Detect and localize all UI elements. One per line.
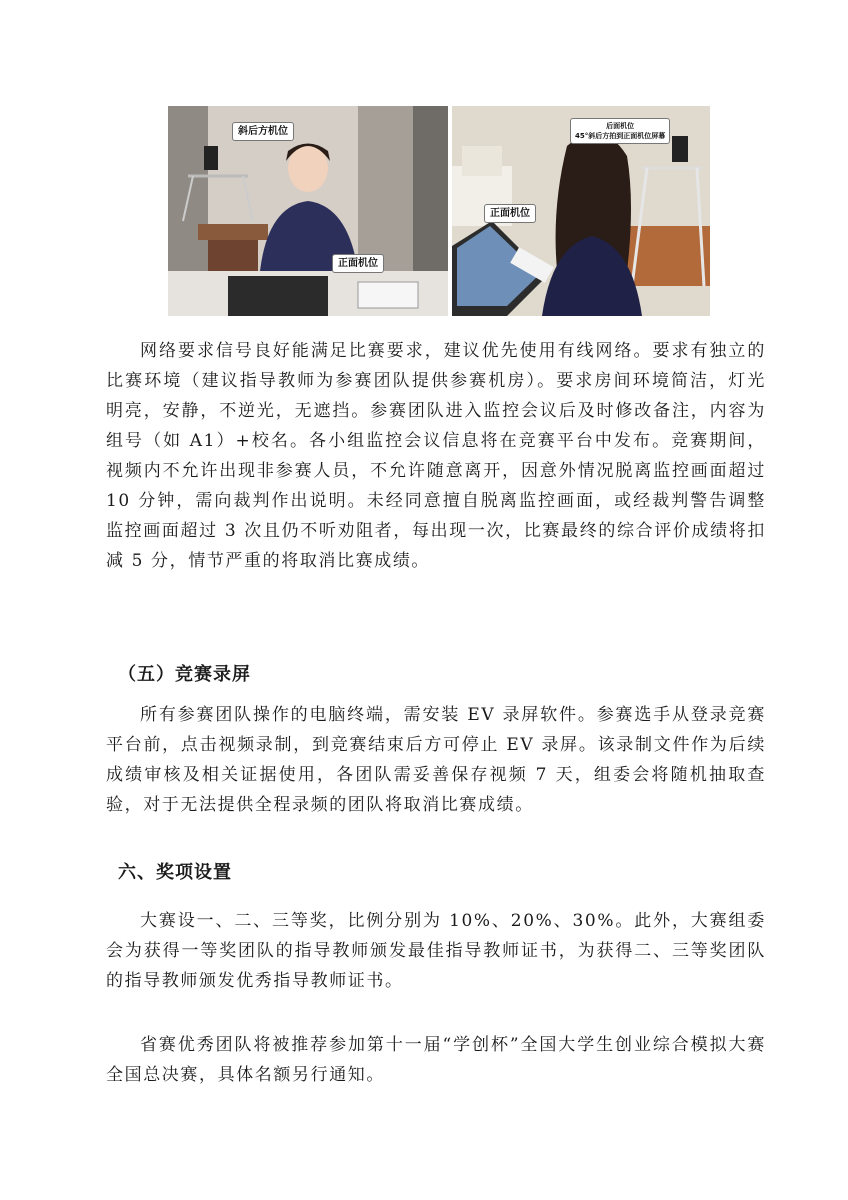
paragraph-national-final: 省赛优秀团队将被推荐参加第十一届“学创杯”全国大学生创业综合模拟大赛全国总决赛，具体名额另行通知。	[106, 1035, 766, 1085]
label-front-camera: 正面机位	[332, 254, 384, 273]
paragraph-network-environment: 网络要求信号良好能满足比赛要求，建议优先使用有线网络。要求有独立的比赛环境（建议指导教师为参赛团队提供参赛机房）。要求房间环境简洁，灯光明亮，安静，不逆光，无遮挡。参赛团队进入监控会议后及时修改备注，内容为组号（如 A1）+校名。各小组监控会议信息将在竞赛平台中发布。竞赛期间，视频内不允许出现非参赛人员，不允许随意离开，因意外情况脱离监控画面超过 10 分钟，需向裁判作出说明。未经同意擅自脱离监控画面，或经裁判警告调整监控画面超过 3 次且仍不听劝阻者，每出现一次，比赛最终的综合评价成绩将扣减 5 分，情节严重的将取消比赛成绩。	[106, 341, 766, 571]
paragraph-awards: 大赛设一、二、三等奖，比例分别为 10%、20%、30%。此外，大赛组委会为获得一等奖团队的指导教师颁发最佳指导教师证书，为获得二、三等奖团队的指导教师颁发优秀指导教师证书。	[106, 911, 766, 991]
label-back-camera-line2: 45°斜后方拍到正面机位屏幕	[575, 132, 666, 140]
label-front-camera-right: 正面机位	[484, 204, 536, 223]
label-rear-diagonal-camera: 斜后方机位	[232, 122, 294, 141]
monitoring-setup-photos	[168, 106, 710, 316]
label-back-camera-line1: 后面机位	[606, 122, 635, 130]
heading-awards: 六、奖项设置	[118, 862, 232, 883]
label-back-camera	[570, 118, 670, 144]
photo-back-view	[452, 106, 710, 316]
photo-front-view-illustration	[168, 106, 448, 316]
paragraph-screen-recording: 所有参赛团队操作的电脑终端，需安装 EV 录屏软件。参赛选手从登录竞赛平台前，点击视频录制，到竞赛结束后方可停止 EV 录屏。该录制文件作为后续成绩审核及相关证据使用，各团队需妥善保存视频 7 天，组委会将随机抽取查验，对于无法提供全程录频的团队将取消比赛成绩。	[106, 705, 766, 815]
heading-screen-recording: （五）竞赛录屏	[118, 664, 251, 685]
photo-front-view	[168, 106, 448, 316]
